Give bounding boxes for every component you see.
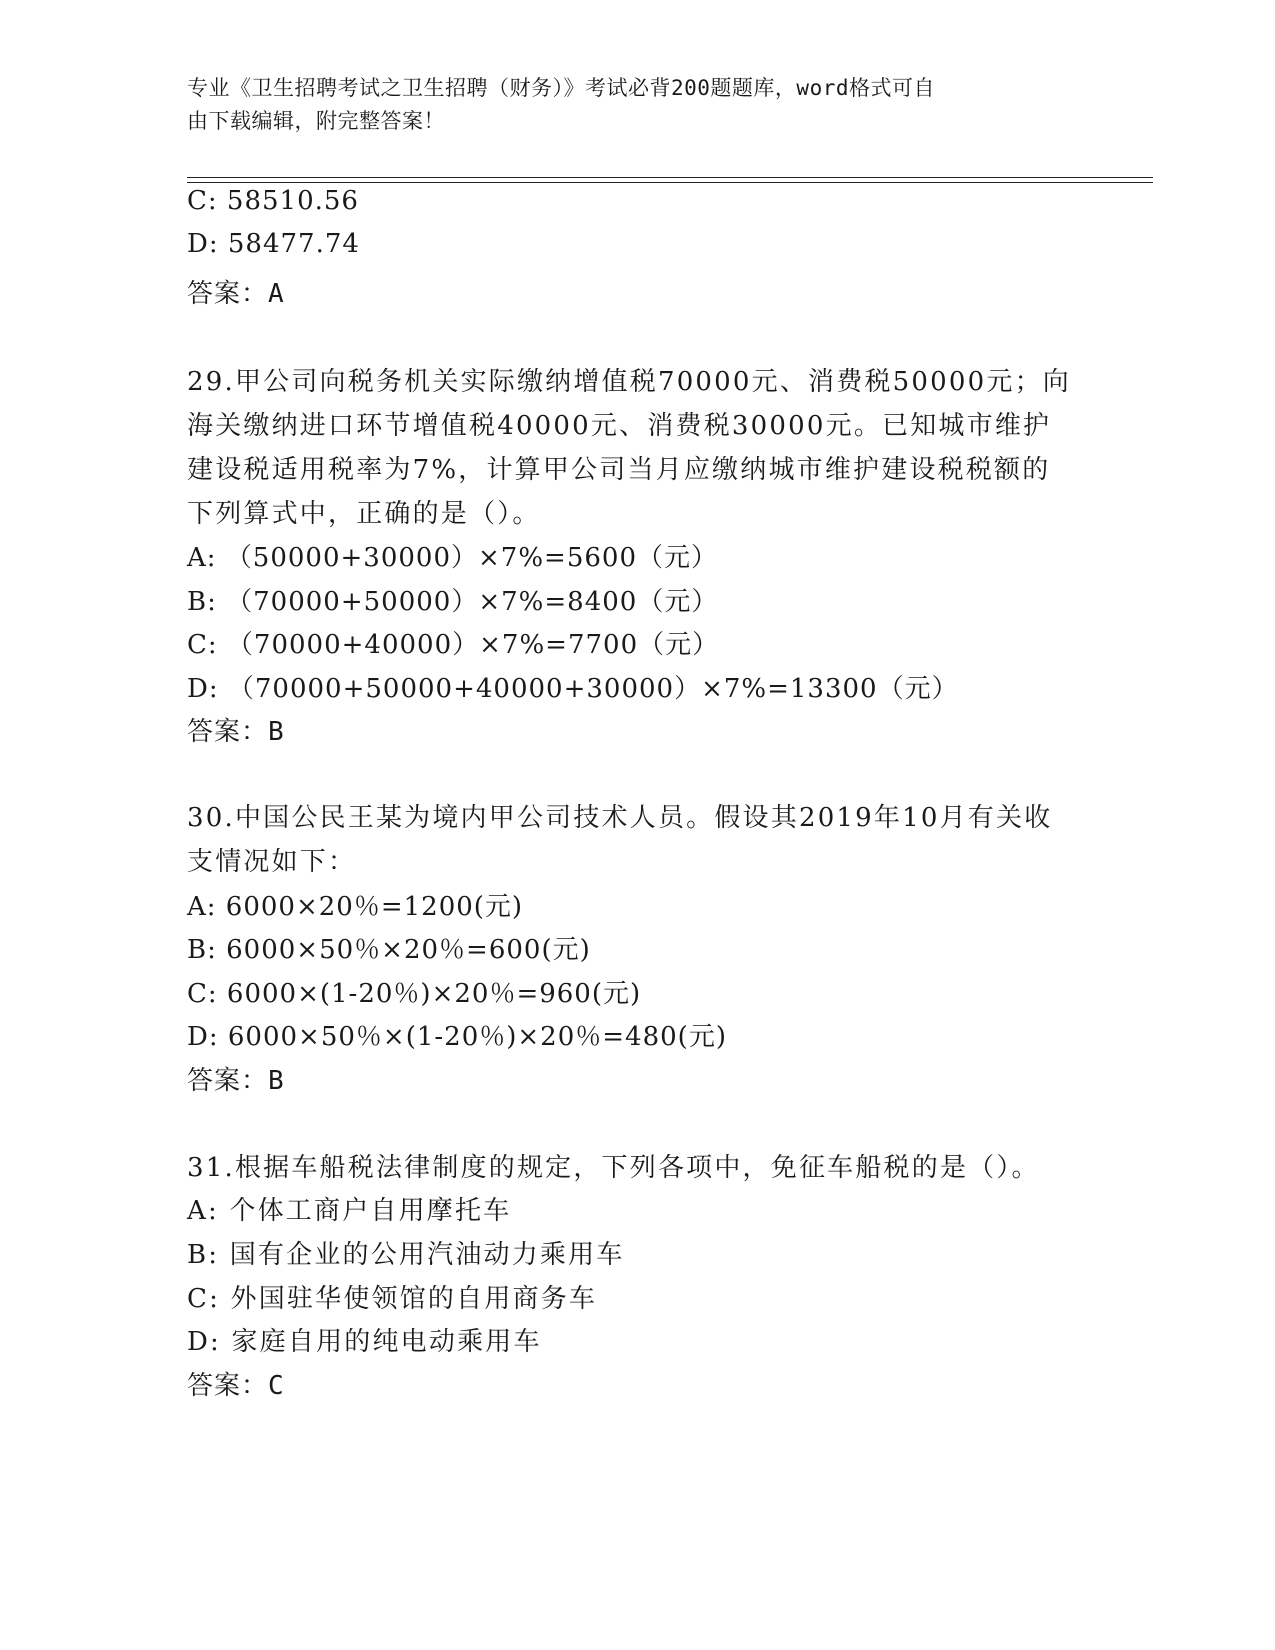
q31-answer: 答案：C <box>187 1371 285 1401</box>
q30-option-b: B: 6000×50％×20％=600(元) <box>187 935 591 965</box>
document-header <box>187 72 1067 138</box>
header-line-1: 专业《卫生招聘考试之卫生招聘（财务）》考试必背200题题库，word格式可自 <box>187 76 935 100</box>
header-line-2: 由下载编辑，附完整答案！ <box>187 109 445 133</box>
q30-option-d: D: 6000×50％×(1-20％)×20％=480(元) <box>187 1022 727 1052</box>
q29-option-b: B: （70000+50000）×7%=8400（元） <box>187 587 719 617</box>
q30-answer: 答案：B <box>187 1066 285 1096</box>
q29-stem-line-3: 建设税适用税率为7%，计算甲公司当月应缴纳城市维护建设税税额的 <box>187 455 1051 485</box>
q29-stem-line-4: 下列算式中，正确的是（）。 <box>187 499 541 529</box>
prev-option-c: C: 58510.56 <box>187 186 359 216</box>
q31-option-d: D: 家庭自用的纯电动乘用车 <box>187 1327 542 1357</box>
prev-answer: 答案：A <box>187 279 285 309</box>
header-divider-top <box>187 177 1153 178</box>
header-divider-bottom <box>187 182 1153 183</box>
q31-stem-line-1: 31.根据车船税法律制度的规定，下列各项中，免征车船税的是（）。 <box>187 1153 1040 1183</box>
q31-option-b: B: 国有企业的公用汽油动力乘用车 <box>187 1240 625 1270</box>
q30-stem-line-1: 30.中国公民王某为境内甲公司技术人员。假设其2019年10月有关收 <box>187 803 1053 833</box>
q30-stem-line-2: 支情况如下： <box>187 847 357 877</box>
q29-stem-line-1: 29.甲公司向税务机关实际缴纳增值税70000元、消费税50000元；向 <box>187 367 1071 397</box>
q29-option-c: C: （70000+40000）×7%=7700（元） <box>187 630 720 660</box>
q29-stem-line-2: 海关缴纳进口环节增值税40000元、消费税30000元。已知城市维护 <box>187 411 1052 441</box>
prev-option-d: D: 58477.74 <box>187 229 360 259</box>
q31-option-a: A: 个体工商户自用摩托车 <box>187 1196 512 1226</box>
q31-option-c: C: 外国驻华使领馆的自用商务车 <box>187 1284 598 1314</box>
q29-option-d: D: （70000+50000+40000+30000）×7%=13300（元） <box>187 674 959 704</box>
q29-option-a: A: （50000+30000）×7%=5600（元） <box>187 543 718 573</box>
q30-option-c: C: 6000×(1-20％)×20％=960(元) <box>187 979 642 1009</box>
q30-option-a: A: 6000×20％=1200(元) <box>187 892 524 922</box>
q29-answer: 答案：B <box>187 717 285 747</box>
